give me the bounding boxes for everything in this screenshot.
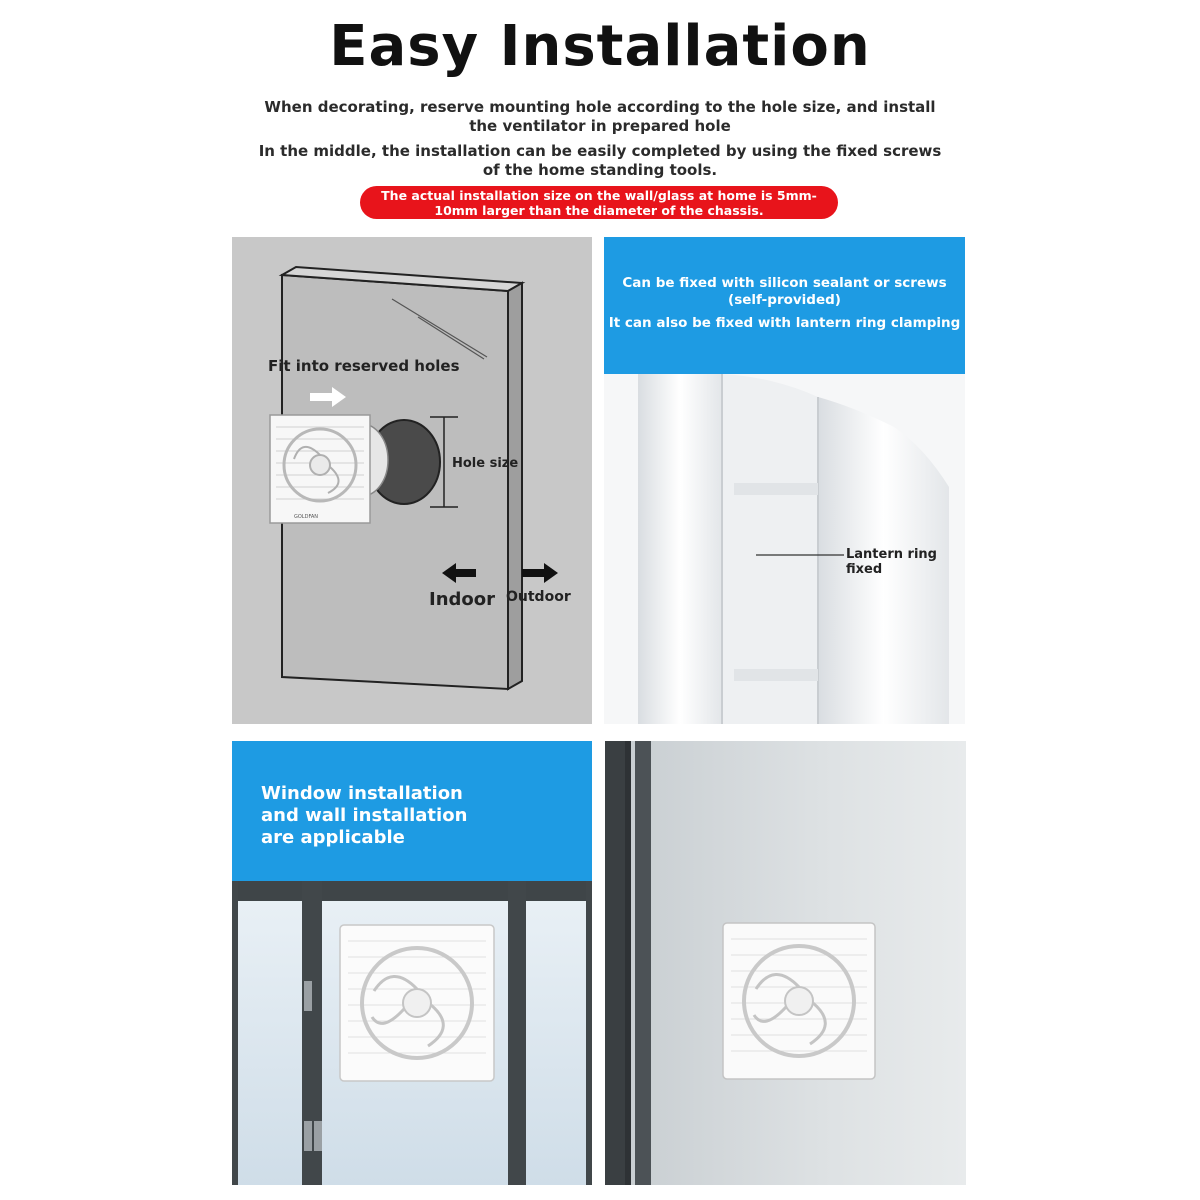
fixing-info-box (604, 237, 965, 374)
outdoor-label: Outdoor (506, 589, 571, 605)
wall-installation-panel (605, 741, 966, 1185)
intro-text-mounting: When decorating, reserve mounting hole according to the hole size, and install the ventilator in prepared hole (264, 98, 936, 135)
fixing-info-line-2: It can also be fixed with lantern ring clamping (608, 315, 961, 331)
lantern-ring-label: Lantern ring fixed (846, 547, 937, 577)
hole-diagram-illustration (232, 237, 592, 724)
fit-holes-label: Fit into reserved holes (268, 357, 460, 375)
exhaust-fan-icon (340, 925, 494, 1081)
indoor-label: Indoor (429, 589, 496, 610)
window-installation-panel (232, 741, 592, 1185)
fixing-method-panel (604, 237, 965, 724)
size-note-badge: The actual installation size on the wall/glass at home is 5mm-10mm larger than the diameter of the chassis. (360, 186, 838, 219)
applicability-caption: Window installation and wall installation are applicable (261, 783, 468, 848)
hole-diagram-panel (232, 237, 592, 724)
fan-brand-mark: GOLDFAN (294, 514, 319, 520)
hole-size-label: Hole size (452, 456, 519, 471)
exhaust-fan-icon (723, 923, 875, 1079)
wall-installation-photo (605, 741, 966, 1185)
intro-text-screws: In the middle, the installation can be easily completed by using the fixed screws of the home standing tools. (258, 142, 942, 179)
applicability-info-box (232, 741, 592, 881)
fixing-info-line-1: Can be fixed with silicon sealant or screws (self-provided) (622, 275, 947, 308)
exhaust-fan-icon (270, 415, 370, 523)
arrow-right-icon (522, 563, 558, 583)
page-title: Easy Installation (329, 14, 871, 79)
